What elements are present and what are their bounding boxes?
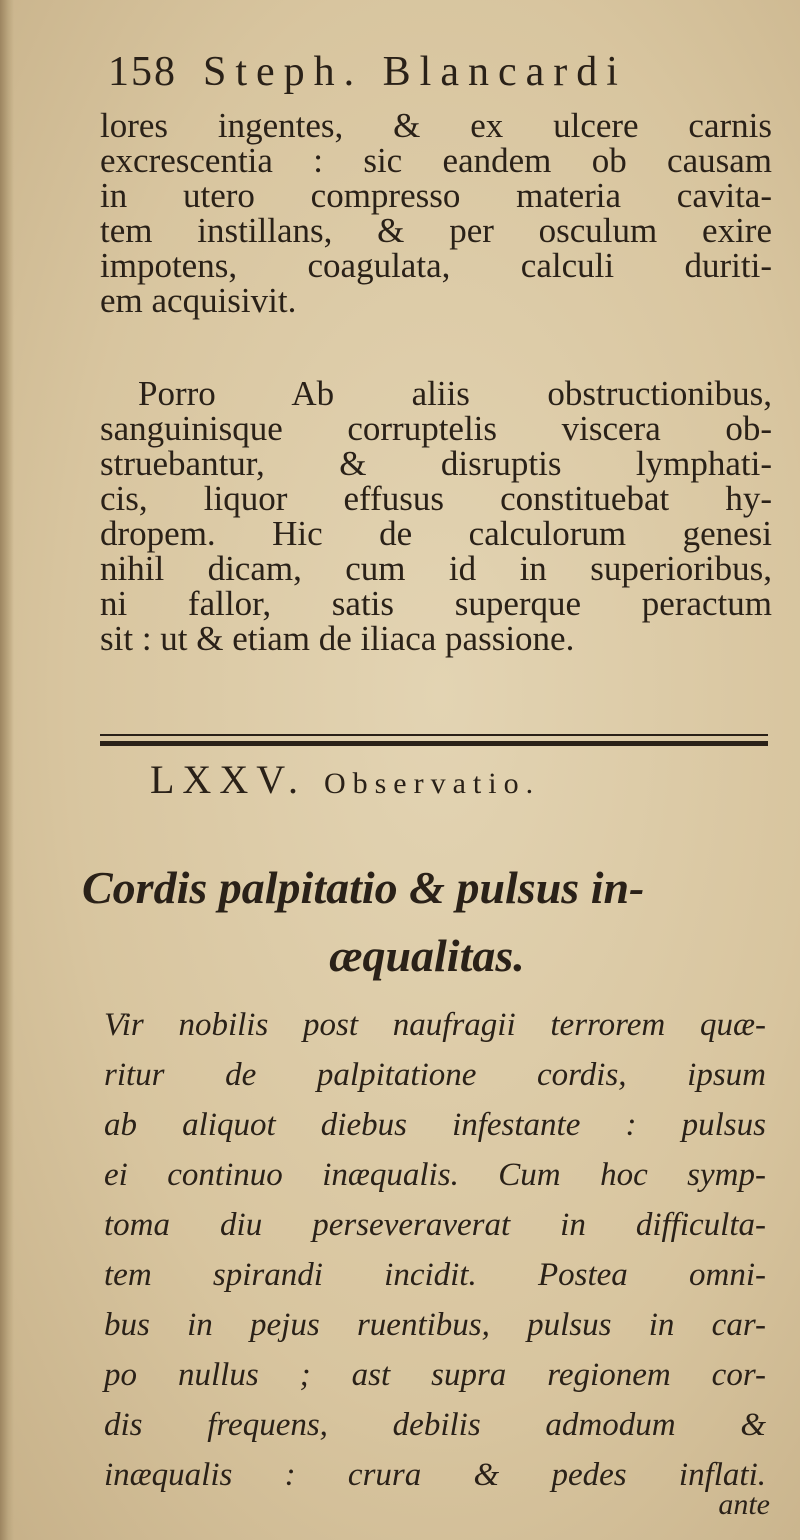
observation-body <box>104 1000 766 1500</box>
text-line: lores ingentes, & ex ulcere carnis <box>100 106 772 145</box>
observation-title <box>82 858 772 986</box>
page-number: 158 <box>108 49 177 95</box>
text-line: struebantur, & disruptis lymphati- <box>100 444 772 483</box>
observation-word: Observatio. <box>323 767 541 800</box>
text-line: tem instillans, & per osculum exire <box>100 211 772 250</box>
text-line: impotens, coagulata, calculi duriti- <box>100 246 772 285</box>
running-header <box>108 48 748 98</box>
text-line: sanguinisque corruptelis viscera ob- <box>100 409 772 448</box>
observation-numeral: LXXV. <box>150 757 306 802</box>
body-line: inæqualis : crura & pedes inflati. <box>104 1457 766 1493</box>
paragraph-continued <box>100 108 772 318</box>
title-line: æqualitas. <box>329 930 525 981</box>
text-line: Porro Ab aliis obstructionibus, <box>138 374 772 413</box>
text-line: in utero compresso materia cavita- <box>100 176 772 215</box>
body-line: toma diu perseveraverat in difficulta- <box>104 1207 766 1243</box>
body-line: dis frequens, debilis admodum & <box>104 1407 766 1443</box>
body-line: ritur de palpitatione cordis, ipsum <box>104 1057 766 1093</box>
catchword: ante <box>718 1488 770 1521</box>
body-line: ei continuo inæqualis. Cum hoc symp- <box>104 1157 766 1193</box>
observation-heading <box>150 756 750 806</box>
text-line: em acquisivit. <box>100 281 297 320</box>
body-line: ab aliquot diebus infestante : pulsus <box>104 1107 766 1143</box>
running-head-title: Steph. Blancardi <box>203 49 627 95</box>
text-line: dropem. Hic de calculorum genesi <box>100 514 772 553</box>
text-line: cis, liquor effusus constituebat hy- <box>100 479 772 518</box>
text-line: excrescentia : sic eandem ob causam <box>100 141 772 180</box>
divider-rule-thick <box>100 741 768 746</box>
title-line: Cordis palpitatio & pulsus in- <box>82 862 645 913</box>
divider-rule-thin <box>100 734 768 736</box>
text-line: ni fallor, satis superque peractum <box>100 584 772 623</box>
body-line: Vir nobilis post naufragii terrorem quæ- <box>104 1007 766 1043</box>
body-line: bus in pejus ruentibus, pulsus in car- <box>104 1307 766 1343</box>
page-gutter <box>0 0 14 1540</box>
text-line: nihil dicam, cum id in superioribus, <box>100 549 772 588</box>
text-line: sit : ut & etiam de iliaca passione. <box>100 619 575 658</box>
body-line: po nullus ; ast supra regionem cor- <box>104 1357 766 1393</box>
body-line: tem spirandi incidit. Postea omni- <box>104 1257 766 1293</box>
paragraph-porro <box>100 376 772 656</box>
